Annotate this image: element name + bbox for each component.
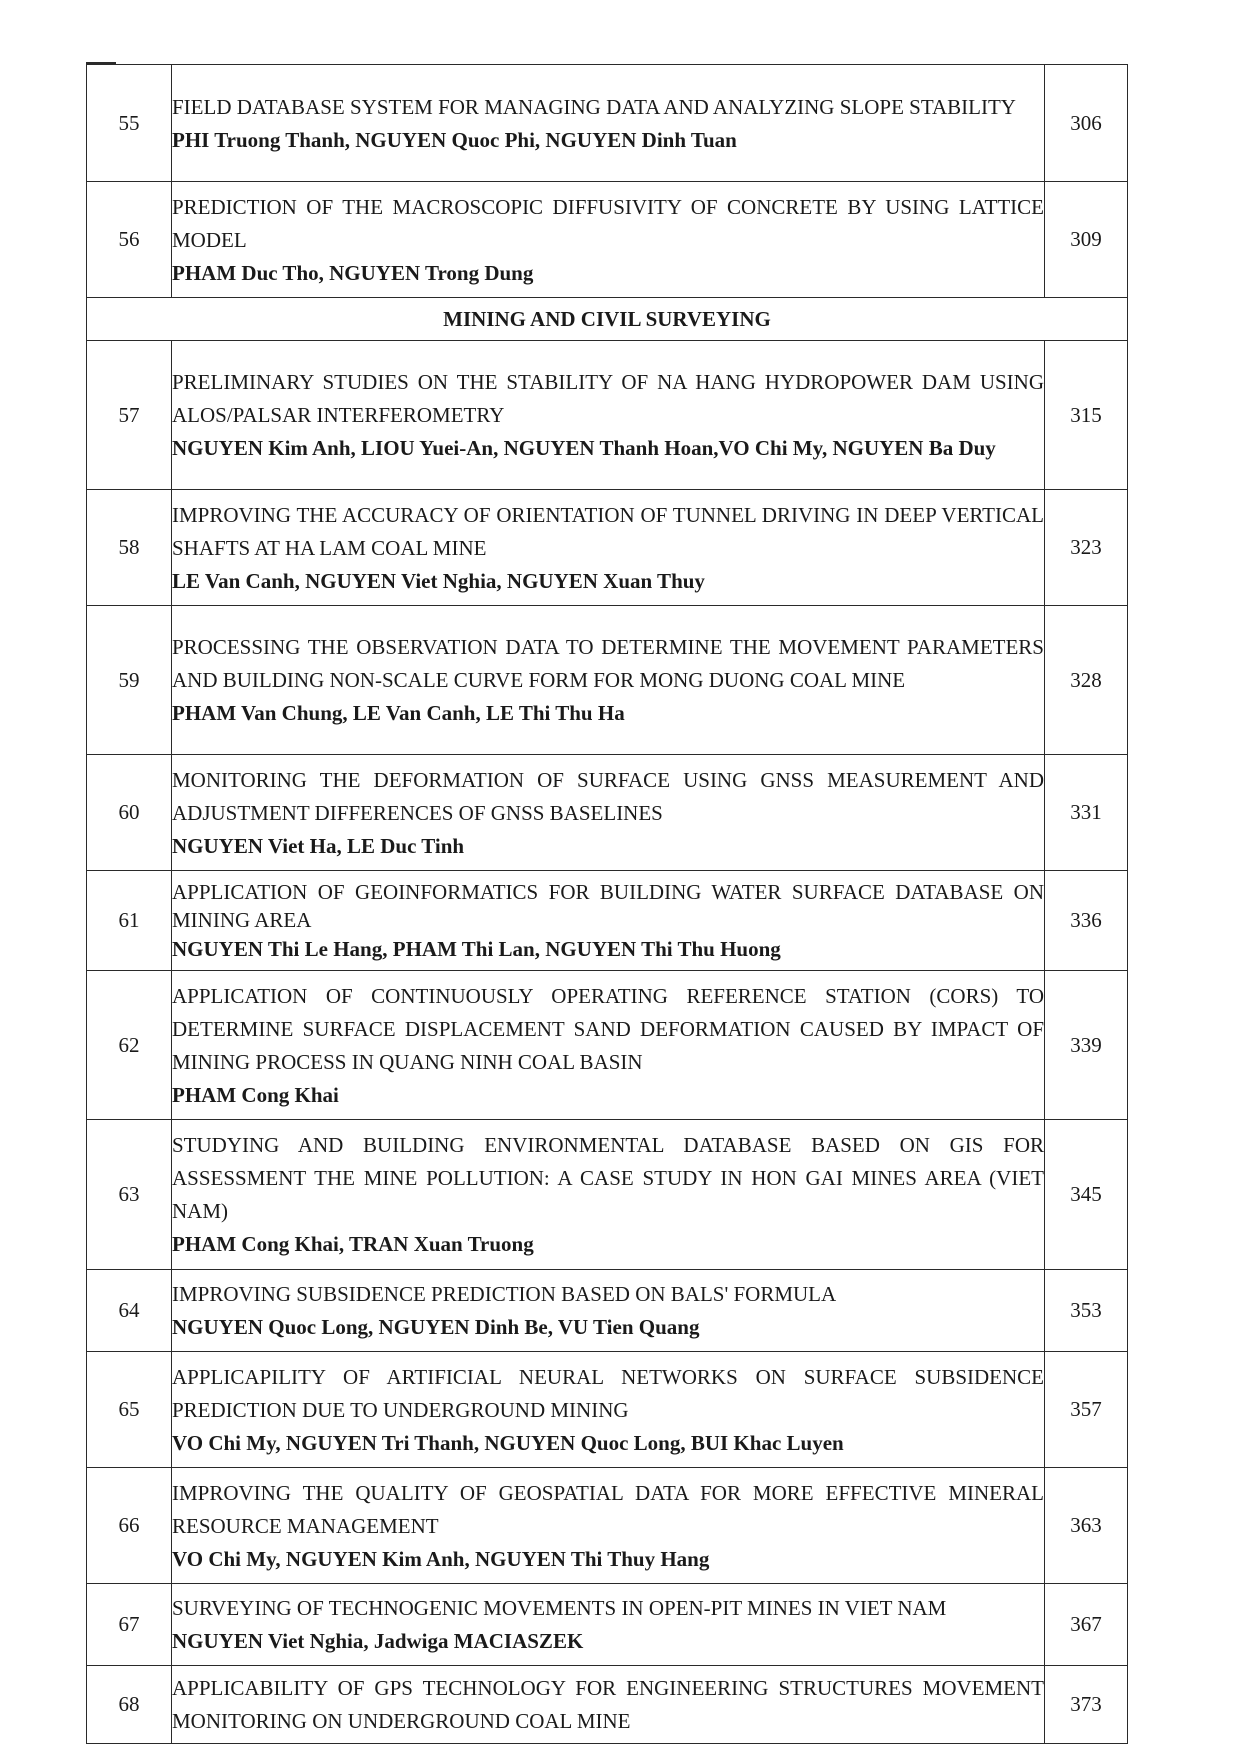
toc-row <box>87 1584 1128 1666</box>
entry-page: 323 <box>1045 490 1128 606</box>
entry-title: APPLICATION OF CONTINUOUSLY OPERATING REFERENCE STATION (CORS) TO DETERMINE SURFACE DISPLACEMENT SAND DEFORMATION CAUSED BY IMPACT OF MINING PROCESS IN QUANG NINH COAL BASIN <box>172 983 1044 1074</box>
toc-row <box>87 606 1128 755</box>
entry-body <box>172 606 1045 755</box>
entry-page: 345 <box>1045 1120 1128 1270</box>
entry-authors: PHAM Cong Khai, TRAN Xuan Truong <box>172 1232 534 1256</box>
entry-title: PREDICTION OF THE MACROSCOPIC DIFFUSIVITY OF CONCRETE BY USING LATTICE MODEL <box>172 194 1044 252</box>
section-heading: MINING AND CIVIL SURVEYING <box>87 298 1128 341</box>
entry-authors: VO Chi My, NGUYEN Kim Anh, NGUYEN Thi Thuy Hang <box>172 1546 710 1571</box>
toc-row <box>87 755 1128 871</box>
entry-authors: NGUYEN Thi Le Hang, PHAM Thi Lan, NGUYEN Thi Thu Huong <box>172 936 781 961</box>
entry-page: 306 <box>1045 65 1128 182</box>
entry-authors: PHAM Cong Khai <box>172 1082 339 1107</box>
entry-authors: PHAM Van Chung, LE Van Canh, LE Thi Thu Ha <box>172 701 625 725</box>
entry-authors: PHAM Duc Tho, NGUYEN Trong Dung <box>172 260 534 285</box>
toc-row <box>87 1120 1128 1270</box>
entry-title: MONITORING THE DEFORMATION OF SURFACE USING GNSS MEASUREMENT AND ADJUSTMENT DIFFERENCES OF GNSS BASELINES <box>172 767 1044 825</box>
toc-row <box>87 871 1128 971</box>
entry-number: 67 <box>87 1584 172 1666</box>
entry-body <box>172 1468 1045 1584</box>
entry-body <box>172 755 1045 871</box>
toc-row <box>87 1270 1128 1352</box>
entry-title: IMPROVING THE ACCURACY OF ORIENTATION OF TUNNEL DRIVING IN DEEP VERTICAL SHAFTS AT HA LAM COAL MINE <box>172 502 1044 560</box>
entry-number: 56 <box>87 182 172 298</box>
entry-number: 60 <box>87 755 172 871</box>
entry-number: 66 <box>87 1468 172 1584</box>
toc-row <box>87 1666 1128 1744</box>
entry-authors: NGUYEN Kim Anh, LIOU Yuei-An, NGUYEN Thanh Hoan,VO Chi My, NGUYEN Ba Duy <box>172 436 996 460</box>
toc-row <box>87 971 1128 1120</box>
toc-row <box>87 490 1128 606</box>
entry-page: 367 <box>1045 1584 1128 1666</box>
entry-page: 331 <box>1045 755 1128 871</box>
entry-page: 339 <box>1045 971 1128 1120</box>
entry-authors: NGUYEN Viet Ha, LE Duc Tinh <box>172 833 465 858</box>
entry-body <box>172 1120 1045 1270</box>
entry-number: 61 <box>87 871 172 971</box>
entry-authors: VO Chi My, NGUYEN Tri Thanh, NGUYEN Quoc Long, BUI Khac Luyen <box>172 1430 844 1455</box>
entry-number: 64 <box>87 1270 172 1352</box>
entry-body <box>172 65 1045 182</box>
entry-body <box>172 1352 1045 1468</box>
entry-authors: LE Van Canh, NGUYEN Viet Nghia, NGUYEN Xuan Thuy <box>172 568 705 593</box>
entry-title: IMPROVING THE QUALITY OF GEOSPATIAL DATA FOR MORE EFFECTIVE MINERAL RESOURCE MANAGEMENT <box>172 1480 1044 1538</box>
entry-number: 68 <box>87 1666 172 1744</box>
entry-title: PROCESSING THE OBSERVATION DATA TO DETERMINE THE MOVEMENT PARAMETERS AND BUILDING NON-SCALE CURVE FORM FOR MONG DUONG COAL MINE <box>172 635 1044 692</box>
entry-number: 58 <box>87 490 172 606</box>
entry-number: 55 <box>87 65 172 182</box>
entry-page: 336 <box>1045 871 1128 971</box>
entry-body <box>172 1666 1045 1744</box>
entry-body <box>172 341 1045 490</box>
entry-page: 315 <box>1045 341 1128 490</box>
toc-row <box>87 1352 1128 1468</box>
entry-number: 63 <box>87 1120 172 1270</box>
entry-page: 373 <box>1045 1666 1128 1744</box>
entry-title: PRELIMINARY STUDIES ON THE STABILITY OF NA HANG HYDROPOWER DAM USING ALOS/PALSAR INTERFEROMETRY <box>172 370 1044 427</box>
entry-authors: NGUYEN Quoc Long, NGUYEN Dinh Be, VU Tien Quang <box>172 1315 700 1339</box>
entry-page: 309 <box>1045 182 1128 298</box>
toc-row <box>87 65 1128 182</box>
entry-number: 62 <box>87 971 172 1120</box>
entry-title: APPLICATION OF GEOINFORMATICS FOR BUILDING WATER SURFACE DATABASE ON MINING AREA <box>172 879 1044 932</box>
entry-page: 328 <box>1045 606 1128 755</box>
entry-body <box>172 182 1045 298</box>
entry-title: APPLICAPILITY OF ARTIFICIAL NEURAL NETWORKS ON SURFACE SUBSIDENCE PREDICTION DUE TO UNDERGROUND MINING <box>172 1364 1044 1422</box>
toc-row <box>87 1468 1128 1584</box>
toc-row <box>87 341 1128 490</box>
entry-page: 353 <box>1045 1270 1128 1352</box>
entry-title: STUDYING AND BUILDING ENVIRONMENTAL DATABASE BASED ON GIS FOR ASSESSMENT THE MINE POLLUTION: A CASE STUDY IN HON GAI MINES AREA (VIET NAM) <box>172 1133 1044 1223</box>
section-row <box>87 298 1128 341</box>
entry-number: 59 <box>87 606 172 755</box>
entry-number: 57 <box>87 341 172 490</box>
entry-body <box>172 871 1045 971</box>
entry-body <box>172 1584 1045 1666</box>
entry-page: 363 <box>1045 1468 1128 1584</box>
entry-title: APPLICABILITY OF GPS TECHNOLOGY FOR ENGINEERING STRUCTURES MOVEMENT MONITORING ON UNDERGROUND COAL MINE <box>172 1675 1044 1733</box>
table-of-contents <box>86 64 1128 1744</box>
entry-page: 357 <box>1045 1352 1128 1468</box>
entry-body <box>172 971 1045 1120</box>
entry-body <box>172 490 1045 606</box>
entry-title: FIELD DATABASE SYSTEM FOR MANAGING DATA AND ANALYZING SLOPE STABILITY <box>172 94 1016 119</box>
entry-body <box>172 1270 1045 1352</box>
toc-row <box>87 182 1128 298</box>
entry-authors: PHI Truong Thanh, NGUYEN Quoc Phi, NGUYEN Dinh Tuan <box>172 127 737 152</box>
entry-authors: NGUYEN Viet Nghia, Jadwiga MACIASZEK <box>172 1629 584 1653</box>
entry-title: SURVEYING OF TECHNOGENIC MOVEMENTS IN OPEN-PIT MINES IN VIET NAM <box>172 1596 947 1620</box>
entry-number: 65 <box>87 1352 172 1468</box>
entry-title: IMPROVING SUBSIDENCE PREDICTION BASED ON BALS' FORMULA <box>172 1282 837 1306</box>
